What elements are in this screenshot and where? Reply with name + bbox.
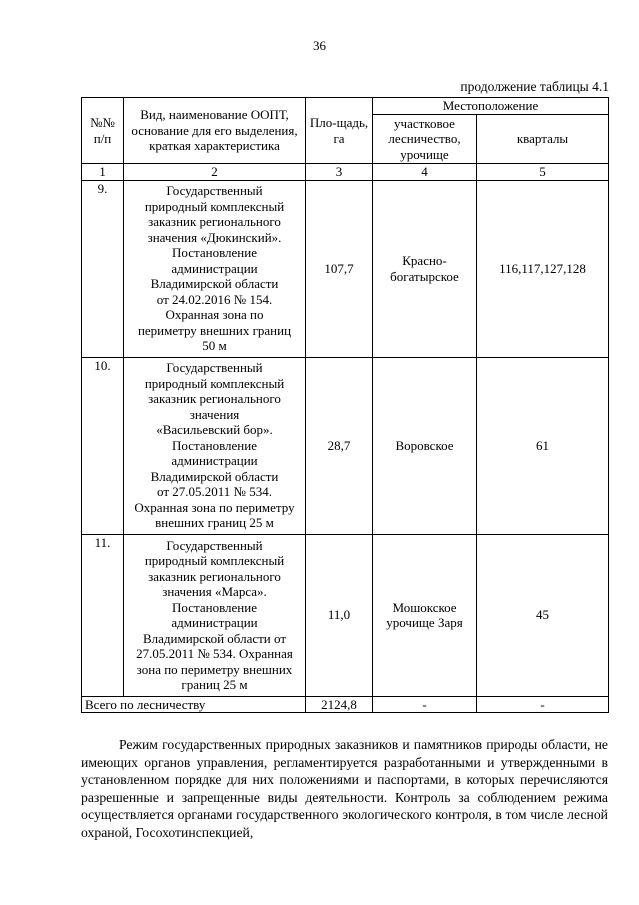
description-line: Постановление [172,245,257,261]
header-area: Пло-щадь, га [306,98,373,164]
page-number: 36 [313,38,326,53]
description-line: Охранная зона по периметру [134,499,295,515]
header-forestry: участковое лесничество, урочище [373,115,477,164]
row-quarters: 45 [477,534,609,696]
paragraph-text: Режим государственных природных заказников и памятников природы области, не имеющих органов управления, регламентируется разработанными и утвержденными в установленном порядке для них положениями и паспортами, в которых перечисляются разрешенные и запрещенные виды деятельности. Контроль за соблюдением режима осуществляется органами государственного экологического контроля, в том числе лесной охраной, Госохотинспекцией, [81,737,608,840]
row-area: 11,0 [306,534,373,696]
table-row [82,180,609,357]
description-line: от 27.05.2011 № 534. [157,484,272,500]
description-line: Охранная зона по [165,307,264,323]
row-description [124,534,306,696]
total-location: - [373,696,477,713]
description-line: внешних границ 25 м [155,515,274,531]
row-number: 9. [82,180,124,357]
protected-areas-table [81,97,609,713]
description-line: природный комплексный [144,375,285,391]
table-row [82,534,609,696]
description-line: Постановление [172,599,257,615]
description-line: администрации [171,453,258,469]
description-line: Владимирской области от [142,630,287,646]
header-quarters: кварталы [477,115,609,164]
description-line: Государственный [166,360,263,376]
column-number-cell: 1 [82,164,124,181]
description-line: значения «Марса». [162,584,267,599]
description-line: администрации [171,260,258,276]
row-quarters: 61 [477,357,609,534]
table-row [82,357,609,534]
row-location: Воровское [373,357,477,534]
description-line: 27.05.2011 № 534. Охранная [136,646,293,661]
description-line: заказник регионального [148,568,281,584]
row-area: 107,7 [306,180,373,357]
column-number-cell: 2 [124,164,306,181]
description-line: границ 25 м [181,677,248,692]
description-line: значения «Дюкинский». [147,229,282,245]
total-area: 2124,8 [306,696,373,713]
description-line: значения [189,406,240,422]
description-line: природный комплексный [144,553,285,568]
row-number: 10. [82,357,124,534]
header-number: №№ п/п [82,98,124,164]
table-caption: продолжение таблицы 4.1 [460,79,609,94]
row-number: 11. [82,534,124,696]
description-line: Постановление [172,437,257,453]
row-location: Мошокское урочище Заря [373,534,477,696]
description-line: заказник регионального [148,391,281,407]
description-line: природный комплексный [144,198,285,214]
row-area: 28,7 [306,357,373,534]
column-number-cell: 4 [373,164,477,181]
body-paragraph [81,736,608,841]
total-row [82,696,609,713]
description-line: 50 м [202,338,227,354]
column-number-cell: 3 [306,164,373,181]
row-location: Красно-богатырское [373,180,477,357]
row-quarters: 116,117,127,128 [477,180,609,357]
header-location-group: Местоположение [373,98,609,115]
column-number-cell: 5 [477,164,609,181]
description-line: Государственный [166,537,263,553]
description-line: Владимирской области [150,276,279,292]
total-quarters: - [477,696,609,713]
description-line: заказник регионального [148,214,281,230]
description-line: администрации [171,615,258,630]
description-line: Владимирской области [150,468,279,484]
header-description: Вид, наименование ООПТ, основание для его выделения, краткая характеристика [124,98,306,164]
description-line: Государственный [166,183,263,199]
total-label: Всего по лесничеству [82,696,306,713]
description-line: периметру внешних границ [137,322,292,338]
row-description [124,357,306,534]
description-line: от 24.02.2016 № 154. [156,291,273,307]
row-description [124,180,306,357]
description-line: «Васильевский бор». [156,422,273,438]
description-line: зона по периметру внешних [136,661,293,677]
